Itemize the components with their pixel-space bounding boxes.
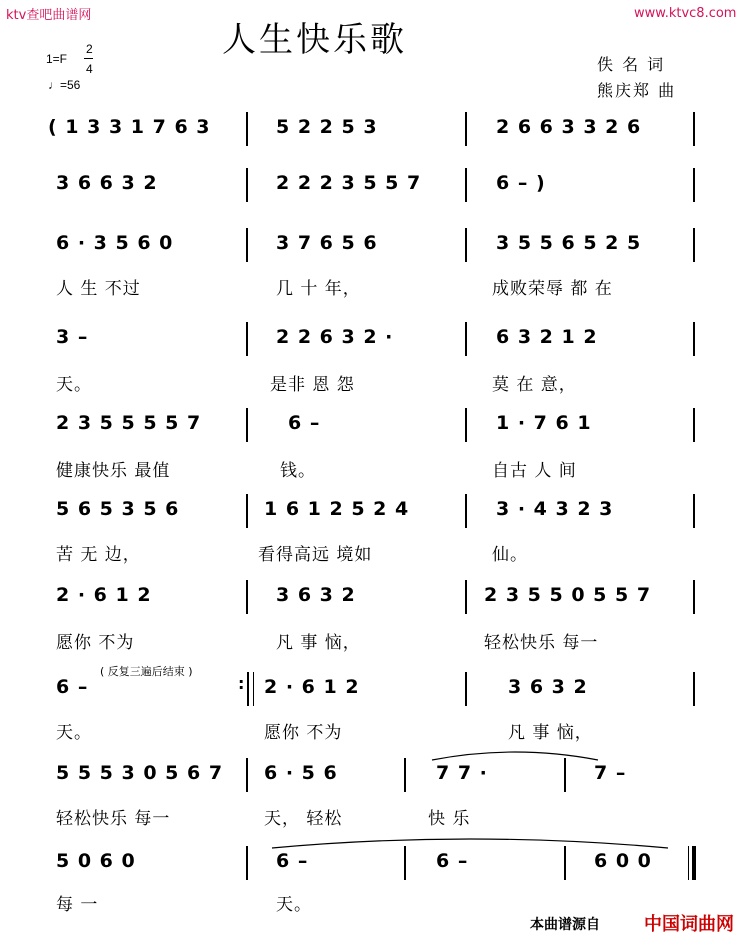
barline xyxy=(465,168,467,202)
notes-row-6-m1: 5 6 5 3 5 6 xyxy=(56,498,180,520)
notes-row-8-m2: 2 · 6 1 2 xyxy=(264,676,360,698)
watermark-right: www.ktvc8.com xyxy=(634,6,737,21)
source-label: 本曲谱源自 xyxy=(530,917,600,933)
watermark-left: ktv查吧曲谱网 xyxy=(6,8,92,23)
notes-row-1-m1: ( 1 3 3 1 7 6 3 xyxy=(48,116,211,138)
final-barline-thick xyxy=(692,846,696,880)
notes-row-1-m3: 2 6 6 3 3 2 6 xyxy=(496,116,642,138)
barline xyxy=(693,672,695,706)
lyrics-row-8-m1: 天。 xyxy=(56,723,92,743)
barline xyxy=(465,408,467,442)
barline xyxy=(246,228,248,262)
repeat-note: ( 反复三遍后结束 ) xyxy=(100,665,193,678)
notes-row-2-m2: 2 2 2 3 5 5 7 xyxy=(276,172,422,194)
notes-row-2-m1: 3 6 6 3 2 xyxy=(56,172,158,194)
notes-row-10-m2: 6 – xyxy=(276,850,309,872)
final-barline-thin xyxy=(688,846,689,880)
key-signature: 1=F xyxy=(46,52,68,66)
notes-row-8-m1: 6 – xyxy=(56,676,89,698)
barline xyxy=(465,322,467,356)
notes-row-5-m2: 6 – xyxy=(288,412,321,434)
notes-row-6-m2: 1 6 1 2 5 2 4 xyxy=(264,498,410,520)
notes-row-7-m3: 2 3 5 5 0 5 5 7 xyxy=(484,584,652,606)
notes-row-3-m3: 3 5 5 6 5 2 5 xyxy=(496,232,642,254)
barline xyxy=(564,846,566,880)
barline xyxy=(693,408,695,442)
tie-arc xyxy=(430,748,600,762)
barline xyxy=(246,322,248,356)
lyrics-row-7-m1: 愿你 不为 xyxy=(56,633,135,653)
lyrics-row-6-m2: 看得高远 境如 xyxy=(258,545,373,565)
lyrics-row-5-m1: 健康快乐 最值 xyxy=(56,461,171,481)
lyrics-row-6-m1: 苦 无 边， xyxy=(56,545,141,565)
barline xyxy=(404,846,406,880)
notes-row-2-m3: 6 – ) xyxy=(496,172,546,194)
barline xyxy=(693,112,695,146)
notes-row-5-m3: 1 · 7 6 1 xyxy=(496,412,592,434)
barline xyxy=(246,846,248,880)
notes-row-9-m1: 5 5 5 3 0 5 6 7 xyxy=(56,762,224,784)
barline xyxy=(246,580,248,614)
barline xyxy=(564,758,566,792)
page-title: 人生快乐歌 xyxy=(222,20,407,60)
lyrics-row-10-m2: 天。 xyxy=(276,895,312,915)
lyricist: 佚 名 词 xyxy=(597,55,666,74)
lyrics-row-3-m3: 成败荣辱 都 在 xyxy=(492,279,613,299)
notes-row-9-m2: 6 · 5 6 xyxy=(264,762,338,784)
lyrics-row-3-m1: 人 生 不过 xyxy=(56,279,141,299)
lyrics-row-9-m2: 天， 轻松 xyxy=(264,809,343,829)
lyrics-row-8-m3: 凡 事 恼， xyxy=(508,723,593,743)
lyrics-row-9-m3: 快 乐 xyxy=(428,809,471,829)
barline xyxy=(465,580,467,614)
barline xyxy=(465,494,467,528)
barline xyxy=(246,408,248,442)
tie-arc-final xyxy=(270,836,670,850)
time-signature-top: 2 xyxy=(86,42,93,56)
time-signature-bottom: 4 xyxy=(86,62,93,76)
barline xyxy=(404,758,406,792)
notes-row-9-m4: 7 – xyxy=(594,762,627,784)
source-site-link[interactable]: 中国词曲网 xyxy=(644,914,734,935)
composer: 熊庆郑 曲 xyxy=(597,81,677,100)
notes-row-7-m2: 3 6 3 2 xyxy=(276,584,356,606)
lyrics-row-7-m2: 凡 事 恼， xyxy=(276,633,361,653)
time-signature-line xyxy=(84,58,93,59)
notes-row-10-m4: 6 0 0 xyxy=(594,850,652,872)
lyrics-row-4-m3: 莫 在 意， xyxy=(492,375,577,395)
lyrics-row-8-m2: 愿你 不为 xyxy=(264,723,343,743)
notes-row-1-m2: 5 2 2 5 3 xyxy=(276,116,378,138)
repeat-barline-thin xyxy=(253,672,254,706)
lyrics-row-9-m1: 轻松快乐 每一 xyxy=(56,809,171,829)
barline xyxy=(246,494,248,528)
notes-row-10-m1: 5 0 6 0 xyxy=(56,850,136,872)
lyrics-row-7-m3: 轻松快乐 每一 xyxy=(484,633,599,653)
repeat-barline-thick xyxy=(247,672,249,706)
barline xyxy=(465,228,467,262)
repeat-dots: : xyxy=(238,674,246,693)
lyrics-row-5-m3: 自古 人 间 xyxy=(492,461,577,481)
notes-row-5-m1: 2 3 5 5 5 5 7 xyxy=(56,412,202,434)
notes-row-3-m2: 3 7 6 5 6 xyxy=(276,232,378,254)
barline xyxy=(246,112,248,146)
lyrics-row-6-m3: 仙。 xyxy=(492,545,528,565)
lyrics-row-4-m1: 天。 xyxy=(56,375,92,395)
barline xyxy=(465,112,467,146)
barline xyxy=(693,580,695,614)
barline xyxy=(693,228,695,262)
notes-row-7-m1: 2 · 6 1 2 xyxy=(56,584,152,606)
notes-row-3-m1: 6 · 3 5 6 0 xyxy=(56,232,174,254)
lyrics-row-10-m1: 每 一 xyxy=(56,895,99,915)
barline xyxy=(693,168,695,202)
notes-row-6-m3: 3 · 4 3 2 3 xyxy=(496,498,614,520)
lyrics-row-4-m2: 是非 恩 怨 xyxy=(270,375,355,395)
lyrics-row-5-m2: 钱。 xyxy=(280,461,316,481)
notes-row-4-m1: 3 – xyxy=(56,326,89,348)
notes-row-10-m3: 6 – xyxy=(436,850,469,872)
barline xyxy=(465,672,467,706)
barline xyxy=(246,758,248,792)
notes-row-4-m3: 6 3 2 1 2 xyxy=(496,326,598,348)
notes-row-8-m3: 3 6 3 2 xyxy=(508,676,588,698)
barline xyxy=(246,168,248,202)
barline xyxy=(693,322,695,356)
barline xyxy=(693,494,695,528)
tempo: ♩=56 xyxy=(48,78,81,92)
lyrics-row-3-m2: 几 十 年， xyxy=(276,279,361,299)
notes-row-9-m3: 7 7 · xyxy=(436,762,488,784)
notes-row-4-m2: 2 2 6 3 2 · xyxy=(276,326,394,348)
